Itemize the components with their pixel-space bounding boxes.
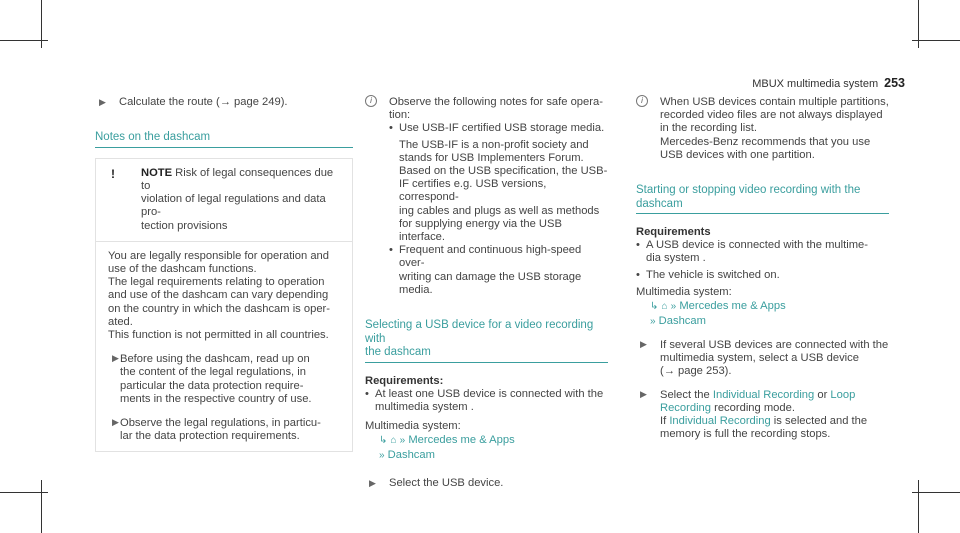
safety-note: i Observe the following notes for safe opera- tion: • Use USB-IF certified USB storage media. The USB-IF is a non-profit society and stands for USB Implementers Forum. Based on the USB specification, the USB- IF certifies e.g. USB versions, correspond- ing cables and plugs as well as methods for supplying energy via the USB interface. • Frequent and continuous high-speed over- writing can damage the USB storage media. — [365, 96, 608, 297]
menu-item-mercedes-me: Mercedes me & Apps — [408, 434, 515, 447]
list-item: • The vehicle is switched on. — [636, 269, 889, 282]
exclamation-icon: ! — [111, 166, 115, 181]
crop-mark — [0, 492, 48, 493]
info-icon: i — [365, 95, 377, 107]
column-3 — [636, 96, 889, 441]
section-title-notes-dashcam: Notes on the dashcam — [95, 131, 353, 148]
menu-path — [365, 433, 608, 463]
page-number: 253 — [884, 76, 905, 90]
step-calculate-route: ▶ Calculate the route (→ page 249). — [99, 96, 288, 108]
menu-item-mercedes-me: Mercedes me & Apps — [679, 300, 786, 313]
warning-box — [95, 158, 353, 453]
step-arrow-icon: ▶ — [369, 478, 376, 489]
home-icon: ⌂ — [390, 435, 397, 447]
option-individual-recording: Individual Recording — [669, 415, 771, 428]
turn-arrow-icon: ↳ — [650, 301, 659, 313]
list-item: • A USB device is connected with the multime- dia system . — [636, 239, 889, 265]
step-select-recording-mode: ▶ Select the Individual Recording or Loop Recording recording mode. If Individual Recording is selected and the memory is full the recording stops. — [640, 388, 868, 441]
column-2 — [365, 96, 608, 491]
option-individual-recording: Individual Recording — [712, 388, 815, 401]
menu-item-dashcam: Dashcam — [658, 315, 706, 328]
step-arrow-icon: ▶ — [112, 353, 119, 364]
partition-note: i When USB devices contain multiple partitions, recorded video files are not always displayed in the recording list. Mercedes-Benz recommends that you use USB devices with one partition. — [636, 96, 889, 162]
section-title-start-stop: Starting or stopping video recording with the dashcam — [636, 184, 889, 214]
header-title: MBUX multimedia system — [752, 78, 879, 90]
home-icon: ⌂ — [661, 301, 668, 313]
list-item: • At least one USB device is connected with the multimedia system . — [365, 388, 608, 414]
crop-mark — [41, 480, 42, 533]
step-read-regulations: ▶ Before using the dashcam, read up on the content of the legal regulations, in particular the data protection require- ments in the respective country of use. — [112, 353, 312, 405]
requirements-heading: Requirements — [636, 226, 711, 239]
crop-mark — [918, 480, 919, 533]
multimedia-label: Multimedia system: — [636, 285, 732, 298]
step-observe-regulations: ▶ Observe the legal regulations, in particu- lar the data protection requirements. — [112, 416, 321, 443]
option-loop-recording-cont: Recording — [660, 401, 711, 414]
step-arrow-icon: ▶ — [640, 388, 647, 399]
warning-notice: ! NOTE Risk of legal consequences due to violation of legal regulations and data pro- tection provisions — [111, 166, 334, 232]
double-chevron-icon: » — [650, 316, 656, 328]
usb-if-description: The USB-IF is a non-profit society and stands for USB Implementers Forum. Based on the USB specification, the USB- IF certifies e.g. USB versions, correspond- ing cables and plugs as well as methods for supplying energy via the USB interface. — [399, 138, 608, 244]
warning-body: You are legally responsible for operation and use of the dashcam functions. The legal requirements relating to operation and use of the dashcam can vary depending on the country in which the dashcam is oper- ated. This function is not permitted in all countries. ▶ Before using the dashcam, read up on the content of the legal regulations, in particular the data protection require- ments in the respective country of use. ▶ Observe the legal regulations, in particu- lar the data protection requirements. — [96, 241, 352, 452]
page-header — [752, 76, 905, 90]
step-select-usb-device: ▶ If several USB devices are connected with the multimedia system, select a USB device (→ page 253). — [640, 339, 889, 378]
multimedia-label: Multimedia system: — [365, 420, 461, 433]
step-select-usb: ▶ Select the USB device. — [369, 477, 504, 490]
double-chevron-icon: » — [670, 301, 677, 313]
crop-mark — [912, 40, 960, 41]
column-1 — [95, 96, 353, 452]
step-arrow-icon: ▶ — [112, 416, 119, 427]
turn-arrow-icon: ↳ — [379, 435, 388, 447]
section-title-select-usb: Selecting a USB device for a video recording with the dashcam — [365, 319, 608, 363]
double-chevron-icon: » — [379, 450, 385, 462]
warning-label: NOTE — [141, 166, 173, 179]
crop-mark — [912, 492, 960, 493]
requirements-heading: Requirements: — [365, 374, 444, 387]
menu-path — [636, 299, 889, 329]
step-arrow-icon: ▶ — [640, 339, 647, 350]
step-arrow-icon: ▶ — [99, 97, 106, 107]
list-item: • Frequent and continuous high-speed over- writing can damage the USB storage media. — [389, 244, 608, 297]
info-icon: i — [636, 95, 648, 107]
double-chevron-icon: » — [399, 435, 406, 447]
option-loop-recording: Loop — [830, 388, 856, 401]
crop-mark — [0, 40, 48, 41]
list-item: • Use USB-IF certified USB storage media. — [389, 122, 608, 135]
menu-item-dashcam: Dashcam — [387, 449, 435, 462]
